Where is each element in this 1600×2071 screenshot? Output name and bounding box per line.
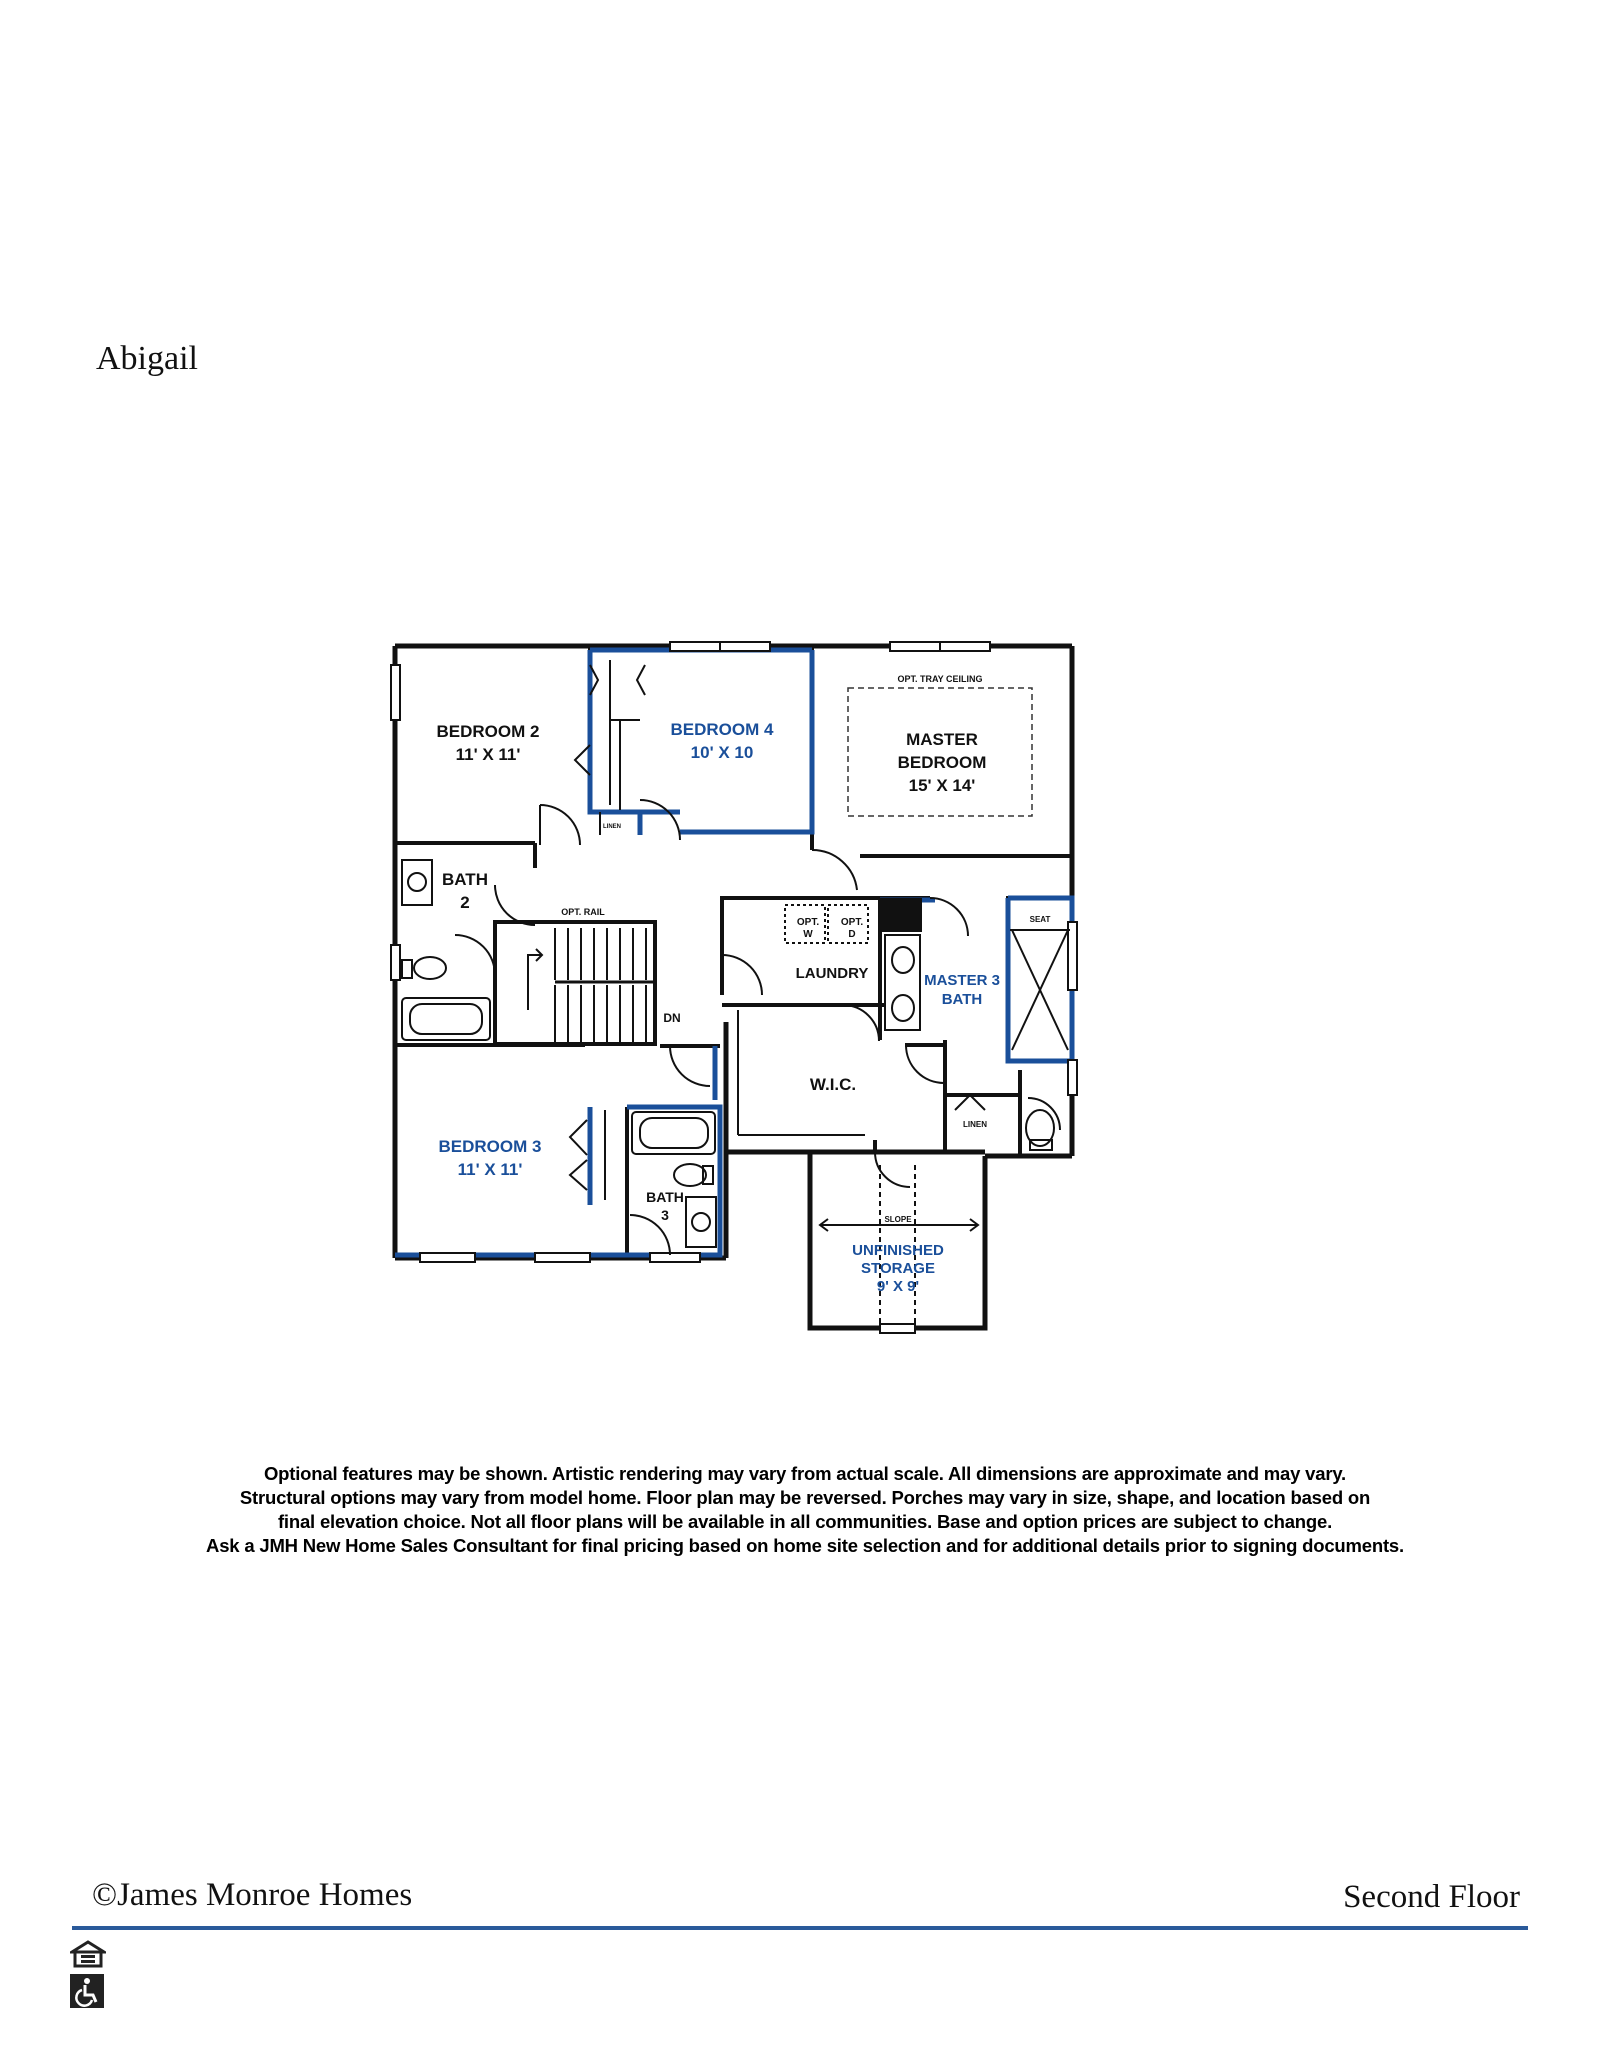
master-name-line1: MASTER: [906, 730, 978, 749]
linen-hall-label: LINEN: [603, 824, 621, 830]
floor-label: Second Floor: [1343, 1879, 1520, 1915]
storage-size: 9' X 9': [876, 1278, 920, 1295]
dn-label: DN: [663, 1011, 681, 1025]
storage-line2: STORAGE: [861, 1260, 935, 1277]
wic-label: W.I.C.: [809, 1075, 857, 1094]
plan-title: Abigail: [96, 340, 198, 377]
tray-ceiling-label: OPT. TRAY CEILING: [897, 674, 983, 684]
master-name-line2: BEDROOM: [897, 753, 987, 772]
accessible-icon: [70, 1974, 104, 2008]
equal-housing-icon: [70, 1940, 106, 1968]
opt-w-line2: W: [803, 929, 813, 940]
bath3-line1: BATH: [646, 1189, 684, 1205]
slope-label: SLOPE: [884, 1215, 912, 1224]
storage-line1: UNFINISHED: [852, 1242, 944, 1259]
linen-master-label: LINEN: [963, 1120, 987, 1129]
fixtures: [402, 860, 1070, 1247]
master-bath-line1: MASTER 3: [924, 972, 1000, 989]
opt-rail-label: OPT. RAIL: [561, 907, 605, 917]
chimney-block: [880, 898, 922, 932]
bath3-line2: 3: [661, 1207, 669, 1223]
bath2-line1: BATH: [442, 870, 488, 889]
bedroom3-size: 11' X 11': [457, 1160, 523, 1179]
footer-rule: [72, 1926, 1528, 1930]
master-bath-line2: BATH: [941, 991, 983, 1008]
bedroom4-size: 10' X 10: [690, 743, 754, 762]
disclaimer-line: final elevation choice. Not all floor plans will be available in all communities. Base and option prices are subject to change.: [277, 1511, 1333, 1532]
opt-d-line1: OPT.: [840, 917, 864, 928]
bedroom2-name: BEDROOM 2: [436, 722, 540, 741]
bedroom2-size: 11' X 11': [455, 745, 521, 764]
bath2-line2: 2: [460, 893, 470, 912]
bedroom3-name: BEDROOM 3: [438, 1137, 542, 1156]
disclaimer-line: Optional features may be shown. Artistic rendering may vary from actual scale. All dimensions are approximate and may vary.: [263, 1463, 1346, 1484]
master-size: 15' X 14': [908, 776, 976, 795]
stairs: [528, 928, 655, 1043]
opt-w-line1: OPT.: [796, 917, 820, 928]
closet-shelves: [600, 660, 865, 1200]
disclaimer: [160, 1462, 1450, 1558]
tray-ceiling-outline: [848, 688, 1032, 816]
disclaimer-line: Structural options may vary from model home. Floor plan may be reversed. Porches may vary in size, shape, and location based on: [239, 1487, 1371, 1508]
seat-label: SEAT: [1029, 915, 1051, 924]
opt-d-line2: D: [848, 929, 856, 940]
copyright: ©James Monroe Homes: [92, 1877, 413, 1913]
laundry-label: LAUNDRY: [795, 965, 869, 982]
bedroom4-name: BEDROOM 4: [670, 720, 774, 739]
disclaimer-line: Ask a JMH New Home Sales Consultant for final pricing based on home site selection and for additional details prior to signing documents.: [206, 1535, 1404, 1556]
